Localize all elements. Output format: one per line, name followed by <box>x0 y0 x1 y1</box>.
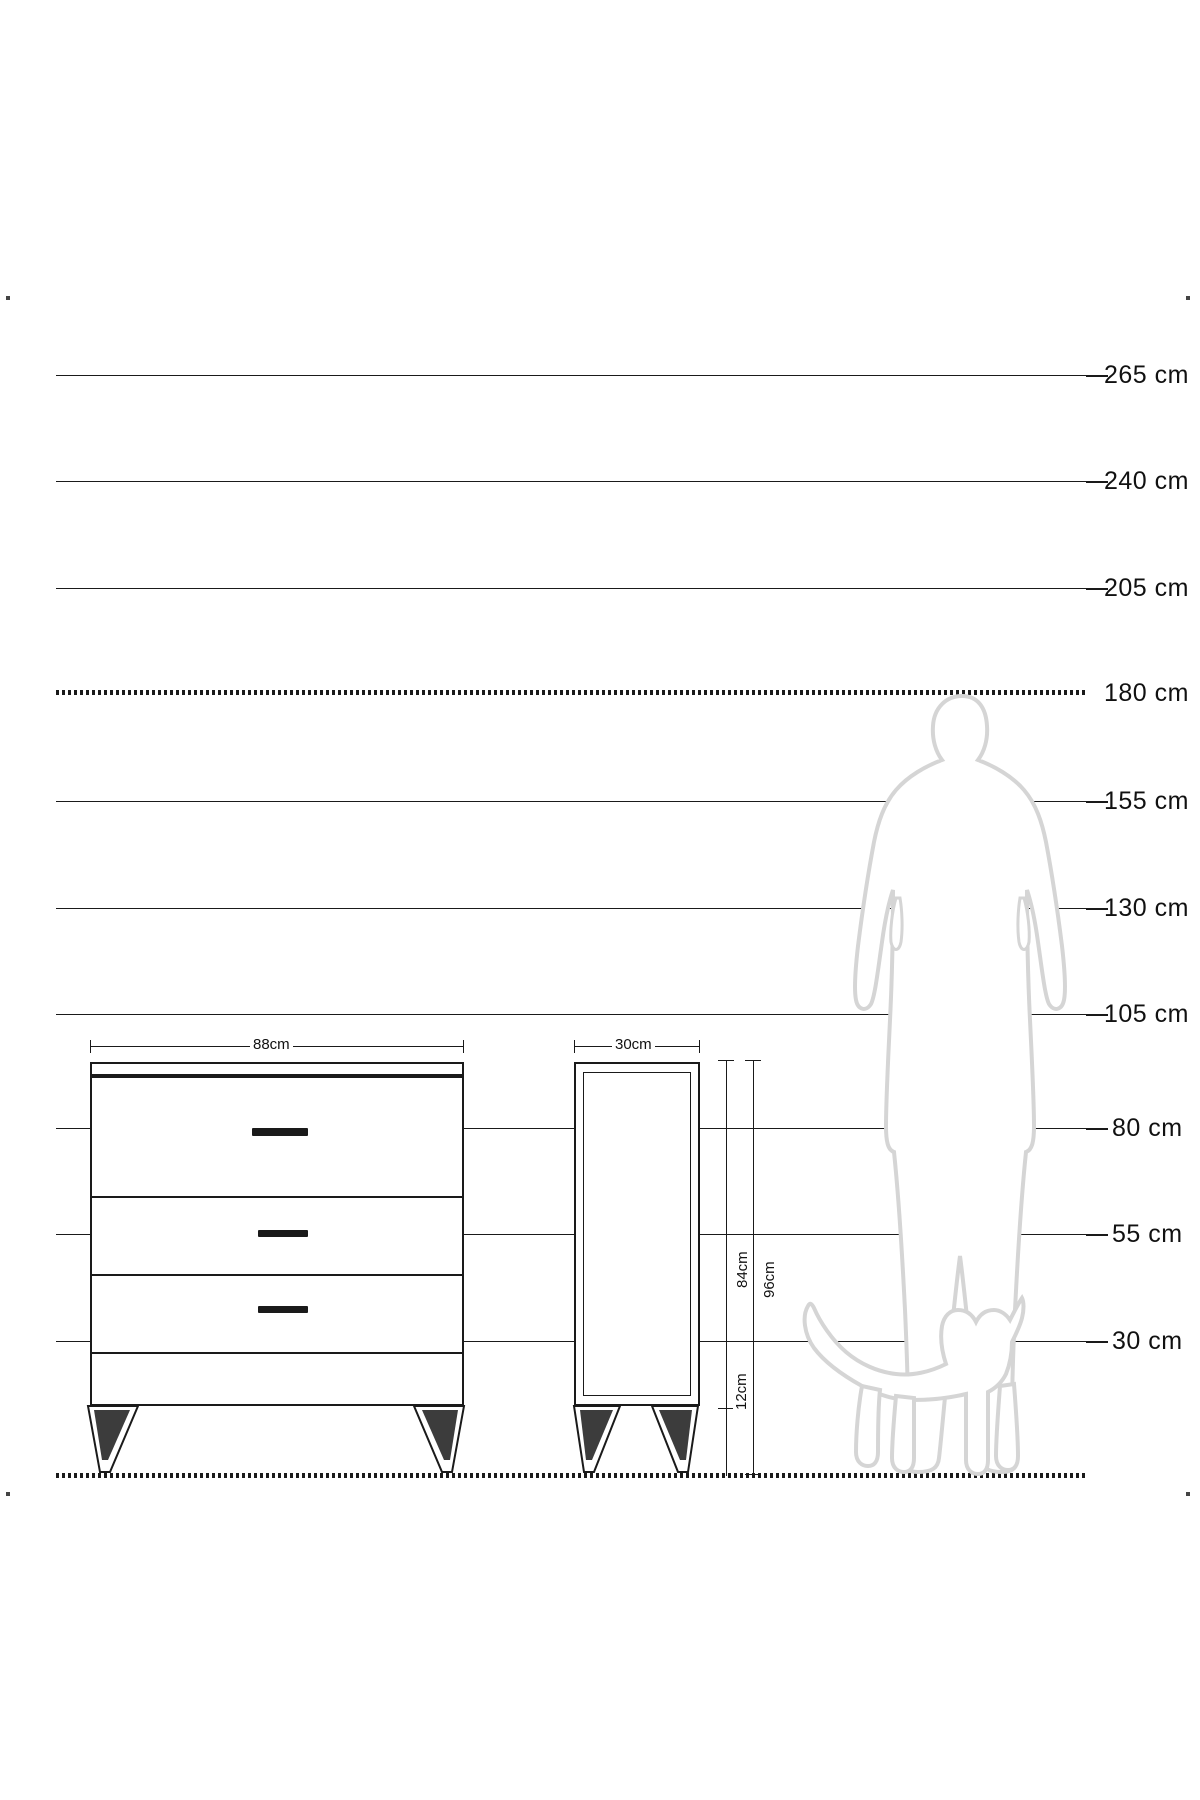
cabinet-height-84-line <box>726 1060 727 1408</box>
cabinet-height-84-cap-top <box>718 1060 734 1061</box>
scale-label-265: 265 cm <box>1104 361 1189 389</box>
cabinet-leg-left <box>570 1404 626 1476</box>
scale-label-155: 155 cm <box>1104 787 1189 815</box>
scale-label-55: 55 cm <box>1112 1220 1183 1248</box>
cabinet-leg-right <box>646 1404 702 1476</box>
scale-label-80: 80 cm <box>1112 1114 1183 1142</box>
cabinet-height-84-label: 84cm <box>734 1251 751 1288</box>
cabinet-leg-12-label: 12cm <box>733 1373 750 1410</box>
registration-dot-bottom-left <box>6 1492 10 1496</box>
scale-label-130: 130 cm <box>1104 894 1189 922</box>
chest-leg-right <box>408 1404 468 1476</box>
scale-line-205 <box>56 588 1086 589</box>
scale-label-205: 205 cm <box>1104 574 1189 602</box>
chest-top-panel <box>90 1062 464 1076</box>
cabinet-width-label: 30cm <box>612 1036 655 1053</box>
scale-line-240 <box>56 481 1086 482</box>
chest-drawer-divider-1 <box>92 1196 462 1198</box>
chest-drawer-divider-3 <box>92 1352 462 1354</box>
registration-dot-top-left <box>6 296 10 300</box>
scale-tick-30 <box>1086 1341 1108 1343</box>
cat-silhouette <box>800 1290 1050 1485</box>
chest-width-label: 88cm <box>250 1036 293 1053</box>
scale-label-240: 240 cm <box>1104 467 1189 495</box>
chest-handle-1[interactable] <box>252 1128 308 1136</box>
chest-width-dim-cap-left <box>90 1040 91 1053</box>
cabinet-leg-12-line <box>726 1408 727 1476</box>
cabinet-door-panel[interactable] <box>583 1072 691 1396</box>
cabinet-height-96-cap-bottom <box>745 1474 761 1475</box>
scale-tick-55 <box>1086 1234 1108 1236</box>
scale-label-30: 30 cm <box>1112 1327 1183 1355</box>
scale-line-265 <box>56 375 1086 376</box>
chest-drawer-divider-2 <box>92 1274 462 1276</box>
cabinet-height-96-cap-top <box>745 1060 761 1061</box>
cabinet-height-96-label: 96cm <box>761 1261 778 1298</box>
scale-tick-80 <box>1086 1128 1108 1130</box>
cabinet-width-dim-cap-right <box>699 1040 700 1053</box>
scale-label-180: 180 cm <box>1104 679 1189 707</box>
chest-handle-3[interactable] <box>258 1306 308 1313</box>
chest-body <box>90 1076 464 1406</box>
chest-leg-left <box>84 1404 144 1476</box>
scale-label-105: 105 cm <box>1104 1000 1189 1028</box>
cabinet-height-96-line <box>753 1060 754 1475</box>
registration-dot-bottom-right <box>1186 1492 1190 1496</box>
chest-handle-2[interactable] <box>258 1230 308 1237</box>
registration-dot-top-right <box>1186 296 1190 300</box>
chest-width-dim-cap-right <box>463 1040 464 1053</box>
cabinet-width-dim-cap-left <box>574 1040 575 1053</box>
